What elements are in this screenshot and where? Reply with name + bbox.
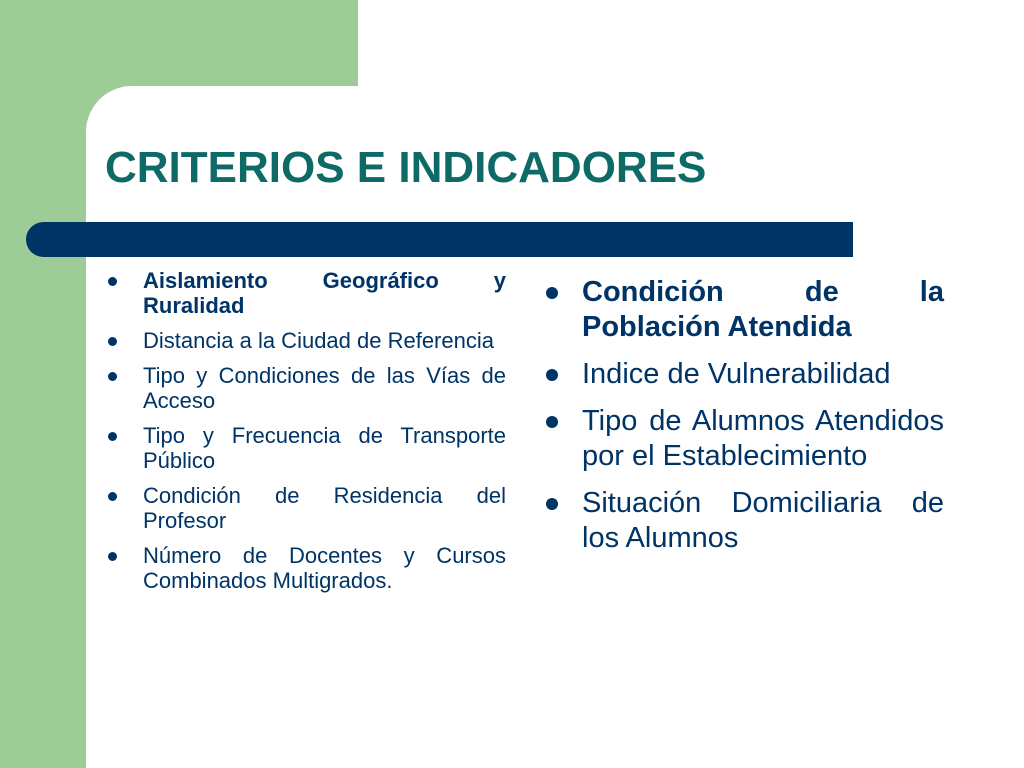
bullet-dot-icon (108, 492, 117, 501)
list-item-text: Situación Domiciliaria de los Alumnos (582, 487, 944, 554)
bullet-dot-icon (546, 498, 558, 510)
list-item-text: Condición de Residencia del Profesor (143, 483, 506, 533)
list-item-text: Indice de Vulnerabilidad (582, 358, 891, 390)
bullet-dot-icon (108, 552, 117, 561)
list-item (546, 275, 944, 345)
list-item (108, 543, 506, 593)
list-item (546, 357, 944, 392)
list-item (546, 404, 944, 474)
list-item-text: Tipo y Frecuencia de Transporte Público (143, 423, 506, 473)
list-item (108, 328, 506, 353)
list-item-text: Condición de la Población Atendida (582, 276, 944, 343)
slide-title: CRITERIOS E INDICADORES (105, 143, 707, 192)
list-item-text: Tipo y Condiciones de las Vías de Acceso (143, 363, 506, 413)
bullet-dot-icon (108, 277, 117, 286)
list-item (108, 363, 506, 413)
list-item-text: Aislamiento Geográfico y Ruralidad (143, 268, 506, 318)
bullet-dot-icon (108, 372, 117, 381)
list-item-text: Número de Docentes y Cursos Combinados Multigrados. (143, 543, 506, 593)
list-item (546, 486, 944, 556)
bullet-dot-icon (108, 337, 117, 346)
list-item (108, 423, 506, 473)
bullet-dot-icon (546, 369, 558, 381)
list-item (108, 268, 506, 318)
bullet-dot-icon (546, 287, 558, 299)
bullet-dot-icon (546, 416, 558, 428)
list-item (108, 483, 506, 533)
right-bullet-list (546, 275, 944, 568)
list-item-text: Distancia a la Ciudad de Referencia (143, 328, 494, 353)
list-item-text: Tipo de Alumnos Atendidos por el Establecimiento (582, 405, 944, 472)
title-underline-bar (26, 222, 853, 257)
bullet-dot-icon (108, 432, 117, 441)
left-bullet-list (108, 268, 506, 603)
